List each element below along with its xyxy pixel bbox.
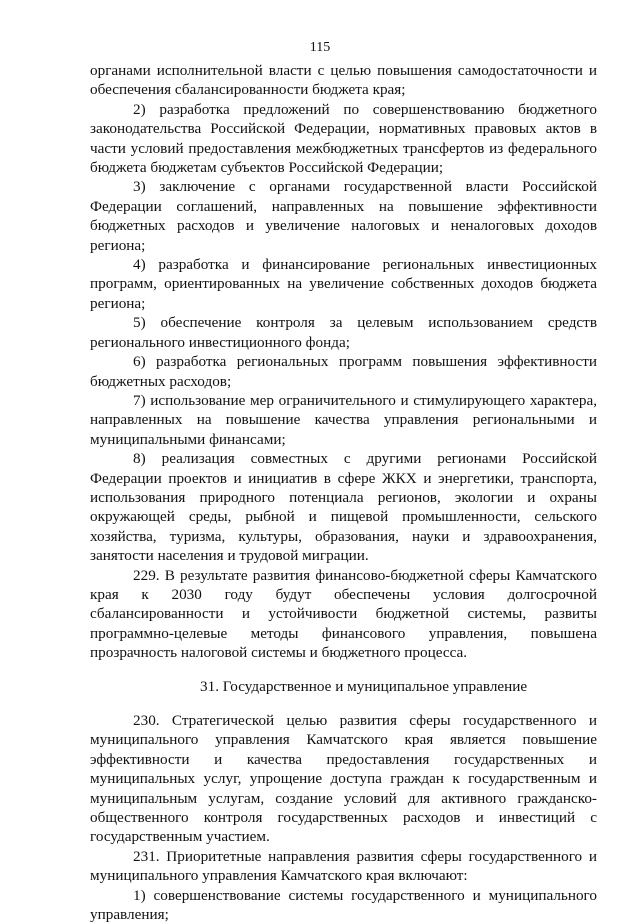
list-item-2: 2) разработка предложений по совершенствованию бюджетного законодательства Российской Федерации, нормативных правовых актов в части условий предоставления межбюджетных трансфертов из федерального бюджета бюджетам субъектов Российской Федерации; (90, 100, 597, 177)
list-item-8: 8) реализация совместных с другими регионами Российской Федерации проектов и инициатив в сфере ЖКХ и энергетики, транспорта, использования природного потенциала регионов, экологии и охраны окружающей среды, рыбной и пищевой промышленности, сельского хозяйства, туризма, культуры, образования, науки и здравоохранения, занятости населения и трудовой миграции. (90, 450, 597, 565)
list-item-6: 6) разработка региональных программ повышения эффективности бюджетных расходов; (90, 353, 597, 390)
page-number: 115 (309, 40, 331, 55)
list-item-4: 4) разработка и финансирование региональных инвестиционных программ, ориентированных на увеличение собственных доходов бюджета региона; (90, 256, 597, 312)
page-content (90, 61, 597, 924)
paragraph-229: 229. В результате развития финансово-бюджетной сферы Камчатского края к 2030 году будут обеспечены условия долгосрочной сбалансированности и устойчивости бюджетной системы, развиты программно-целевые методы финансового управления, повышена прозрачность налоговой системы и бюджетного процесса. (90, 566, 597, 662)
paragraph-230: 230. Стратегической целью развития сферы государственного и муниципального управления Камчатского края является повышение эффективности и качества предоставления государственных и муниципальных услуг, упрощение доступа граждан к государственным и муниципальным услугам, создание условий для активного гражданско-общественного контроля государственных расходов и инвестиций с государственным участием. (90, 712, 597, 846)
paragraph-continuation: органами исполнительной власти с целью повышения самодостаточности и обеспечения сбалансированности бюджета края; (90, 62, 597, 99)
list-item-3: 3) заключение с органами государственной власти Российской Федерации соглашений, направленных на повышение эффективности бюджетных расходов и увеличение налоговых и неналоговых доходов региона; (90, 178, 597, 254)
list-item-7: 7) использование мер ограничительного и стимулирующего характера, направленных на повышение качества управления региональными и муниципальными финансами; (90, 391, 597, 448)
list-item-1: 1) совершенствование системы государственного и муниципального управления; (90, 886, 597, 924)
list-item-5: 5) обеспечение контроля за целевым использованием средств регионального инвестиционного фонда; (90, 314, 597, 351)
section-heading: 31. Государственное и муниципальное управление (200, 677, 528, 695)
paragraph-231: 231. Приоритетные направления развития сферы государственного и муниципального управления Камчатского края включают: (90, 847, 597, 885)
